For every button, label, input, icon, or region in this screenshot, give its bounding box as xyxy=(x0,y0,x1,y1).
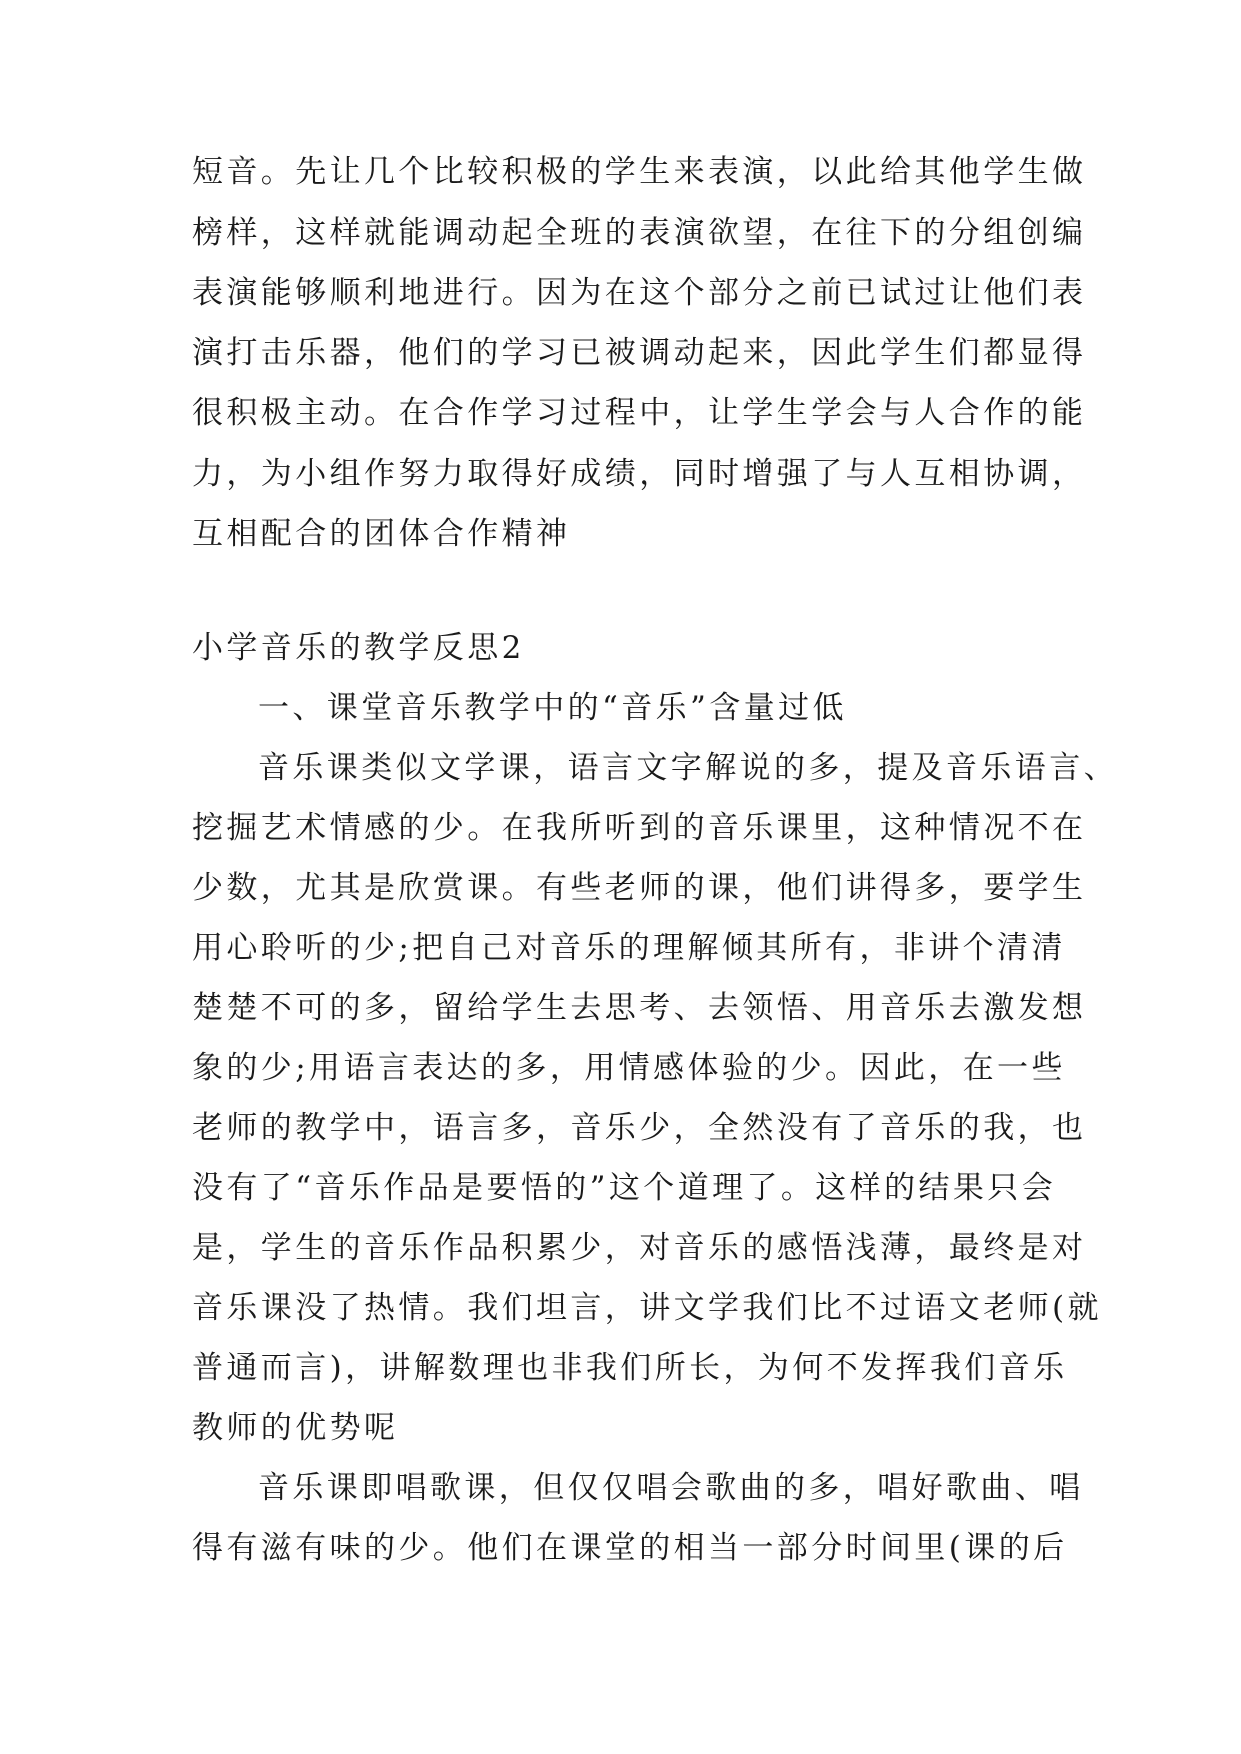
text-line: 楚楚不可的多，留给学生去思考、去领悟、用音乐去激发想 xyxy=(192,990,1087,1026)
text-line: 普通而言)，讲解数理也非我们所长，为何不发挥我们音乐 xyxy=(192,1350,1068,1386)
text-line: 互相配合的团体合作精神 xyxy=(192,516,571,552)
text-line: 音乐课即唱歌课，但仅仅唱会歌曲的多，唱好歌曲、唱 xyxy=(258,1470,1084,1506)
text-line: 很积极主动。在合作学习过程中，让学生学会与人合作的能 xyxy=(192,395,1087,431)
text-line: 力，为小组作努力取得好成绩，同时增强了与人互相协调， xyxy=(192,456,1087,492)
text-line: 教师的优势呢 xyxy=(192,1410,399,1446)
text-line: 表演能够顺利地进行。因为在这个部分之前已试过让他们表 xyxy=(192,275,1087,311)
text-line: 演打击乐器，他们的学习已被调动起来，因此学生们都显得 xyxy=(192,335,1087,371)
text-line: 音乐课类似文学课，语言文字解说的多，提及音乐语言、 xyxy=(258,750,1118,786)
text-line: 象的少;用语言表达的多，用情感体验的少。因此，在一些 xyxy=(192,1050,1066,1086)
text-line: 用心聆听的少;把自己对音乐的理解倾其所有，非讲个清清 xyxy=(192,930,1066,966)
text-line: 音乐课没了热情。我们坦言，讲文学我们比不过语文老师(就 xyxy=(192,1290,1102,1326)
text-line: 少数，尤其是欣赏课。有些老师的课，他们讲得多，要学生 xyxy=(192,870,1087,906)
text-line: 得有滋有味的少。他们在课堂的相当一部分时间里(课的后 xyxy=(192,1530,1068,1566)
section-subheading: 一、课堂音乐教学中的“音乐”含量过低 xyxy=(258,690,847,726)
text-line: 老师的教学中，语言多，音乐少，全然没有了音乐的我，也 xyxy=(192,1110,1087,1146)
text-line: 没有了“音乐作品是要悟的”这个道理了。这样的结果只会 xyxy=(192,1170,1057,1206)
text-line: 榜样，这样就能调动起全班的表演欲望，在往下的分组创编 xyxy=(192,215,1087,251)
text-line: 短音。先让几个比较积极的学生来表演，以此给其他学生做 xyxy=(192,154,1087,190)
text-line: 是，学生的音乐作品积累少，对音乐的感悟浅薄，最终是对 xyxy=(192,1230,1087,1266)
section-heading: 小学音乐的教学反思2 xyxy=(192,630,525,666)
text-line: 挖掘艺术情感的少。在我所听到的音乐课里，这种情况不在 xyxy=(192,810,1087,846)
